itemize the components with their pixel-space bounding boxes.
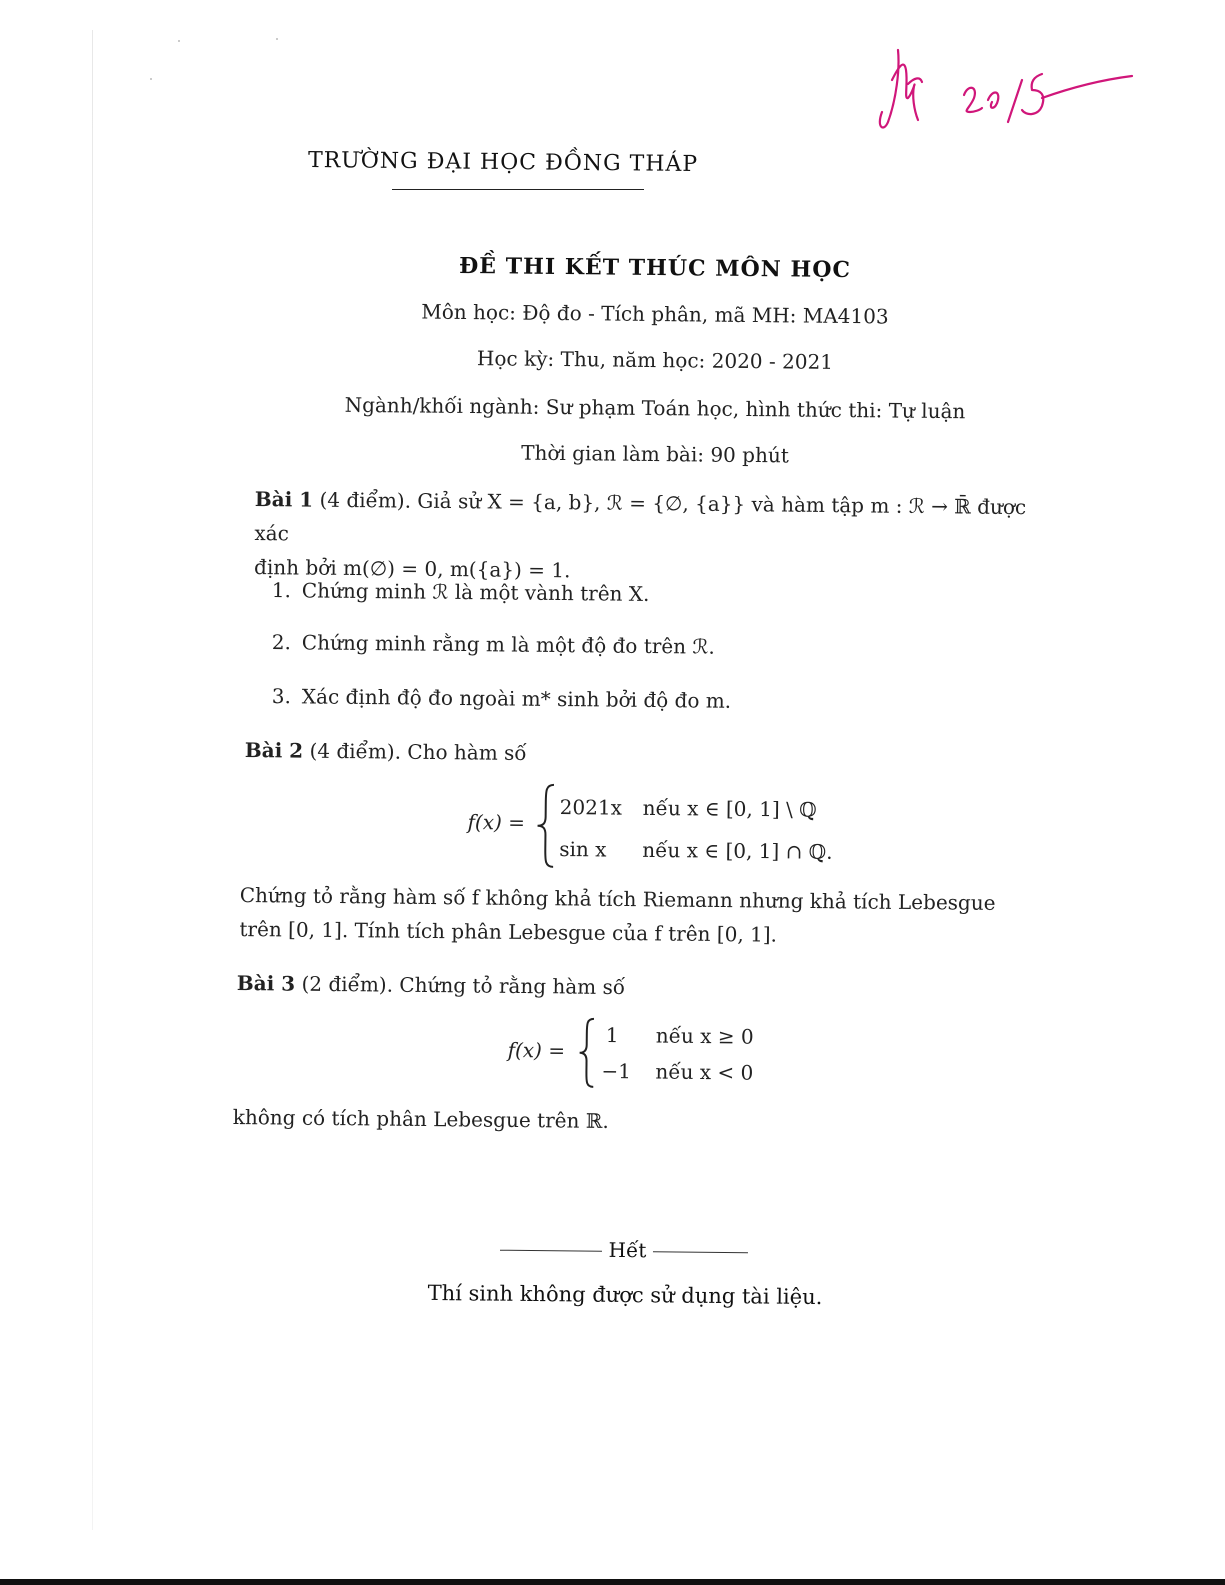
problem2-label: Bài 2 — [244, 737, 304, 763]
case2-expr: sin x — [559, 836, 607, 862]
case1-expr: 2021x — [559, 794, 623, 820]
list-item — [272, 578, 650, 606]
problem3-statement — [237, 966, 1037, 1008]
case1-cond: nếu x ∈ [0, 1] \ ℚ — [642, 795, 817, 822]
list-item — [272, 684, 732, 713]
time-info: Thời gian làm bài: 90 phút — [521, 440, 789, 468]
item-text: Xác định độ đo ngoài m* sinh bởi độ đo m. — [301, 684, 732, 713]
problem1-statement — [254, 482, 1055, 592]
problem2-after-line2: trên [0, 1]. Tính tích phân Lebesgue của f trên [0, 1]. — [239, 916, 778, 947]
formula-lhs: f(x) = — [467, 809, 526, 835]
problem1-text-line2: định bởi m(∅) = 0, m({a}) = 1. — [253, 554, 571, 583]
item-number: 1. — [271, 578, 292, 603]
scan-speck — [276, 38, 278, 40]
problem1-label: Bài 1 — [254, 486, 314, 512]
problem3-text: (2 điểm). Chứng tỏ rằng hàm số — [295, 971, 626, 1000]
school-name: TRƯỜNG ĐẠI HỌC ĐỒNG THÁP — [307, 147, 699, 178]
course-info: Môn học: Độ đo - Tích phân, mã MH: MA4103 — [421, 299, 889, 329]
school-underline — [392, 189, 644, 190]
item-text: Chứng minh rằng m là một độ đo trên ℛ. — [301, 630, 715, 659]
item-number: 3. — [271, 684, 292, 709]
handwritten-signature — [870, 40, 1140, 140]
problem3-question: không có tích phân Lebesgue trên ℝ. — [232, 1104, 609, 1133]
formula-lhs: f(x) = — [507, 1037, 566, 1063]
divider — [500, 1250, 602, 1252]
item-text: Chứng minh ℛ là một vành trên X. — [301, 578, 650, 606]
list-item — [272, 630, 715, 659]
problem2-question — [239, 878, 1040, 954]
semester-info: Học kỳ: Thu, năm học: 2020 - 2021 — [476, 346, 834, 374]
candidate-note: Thí sinh không được sử dụng tài liệu. — [427, 1280, 823, 1310]
divider — [653, 1251, 748, 1253]
case2-cond: nếu x < 0 — [655, 1059, 754, 1085]
piecewise-formula-2 — [507, 1016, 768, 1095]
left-brace-icon — [577, 1017, 598, 1089]
end-marker — [488, 1237, 760, 1264]
problem2-text: (4 điểm). Cho hàm số — [303, 738, 527, 765]
piecewise-formula-1 — [467, 782, 833, 876]
case2-expr: −1 — [601, 1058, 632, 1084]
scan-edge-shadow — [92, 30, 93, 1530]
left-brace-icon — [535, 783, 558, 869]
case1-cond: nếu x ≥ 0 — [655, 1023, 754, 1049]
problem2-statement — [245, 733, 1045, 775]
major-info: Ngành/khối ngành: Sư phạm Toán học, hình thức thi: Tự luận — [344, 392, 966, 424]
scan-speck — [150, 78, 152, 80]
end-text: Hết — [608, 1237, 647, 1263]
item-number: 2. — [271, 630, 292, 655]
problem1-text-line1: (4 điểm). Giả sử X = {a, b}, ℛ = {∅, {a}} và hàm tập m : ℛ → ℝ̄ được xác — [254, 487, 1027, 546]
scan-bottom-edge — [0, 1579, 1225, 1585]
problem2-after-line1: Chứng tỏ rằng hàm số f không khả tích Riemann nhưng khả tích Lebesgue — [239, 882, 996, 915]
exam-title: ĐỀ THI KẾT THÚC MÔN HỌC — [458, 252, 852, 284]
problem3-label: Bài 3 — [236, 970, 296, 996]
scan-speck — [178, 40, 180, 42]
case2-cond: nếu x ∈ [0, 1] ∩ ℚ. — [642, 837, 833, 864]
case1-expr: 1 — [605, 1023, 619, 1048]
